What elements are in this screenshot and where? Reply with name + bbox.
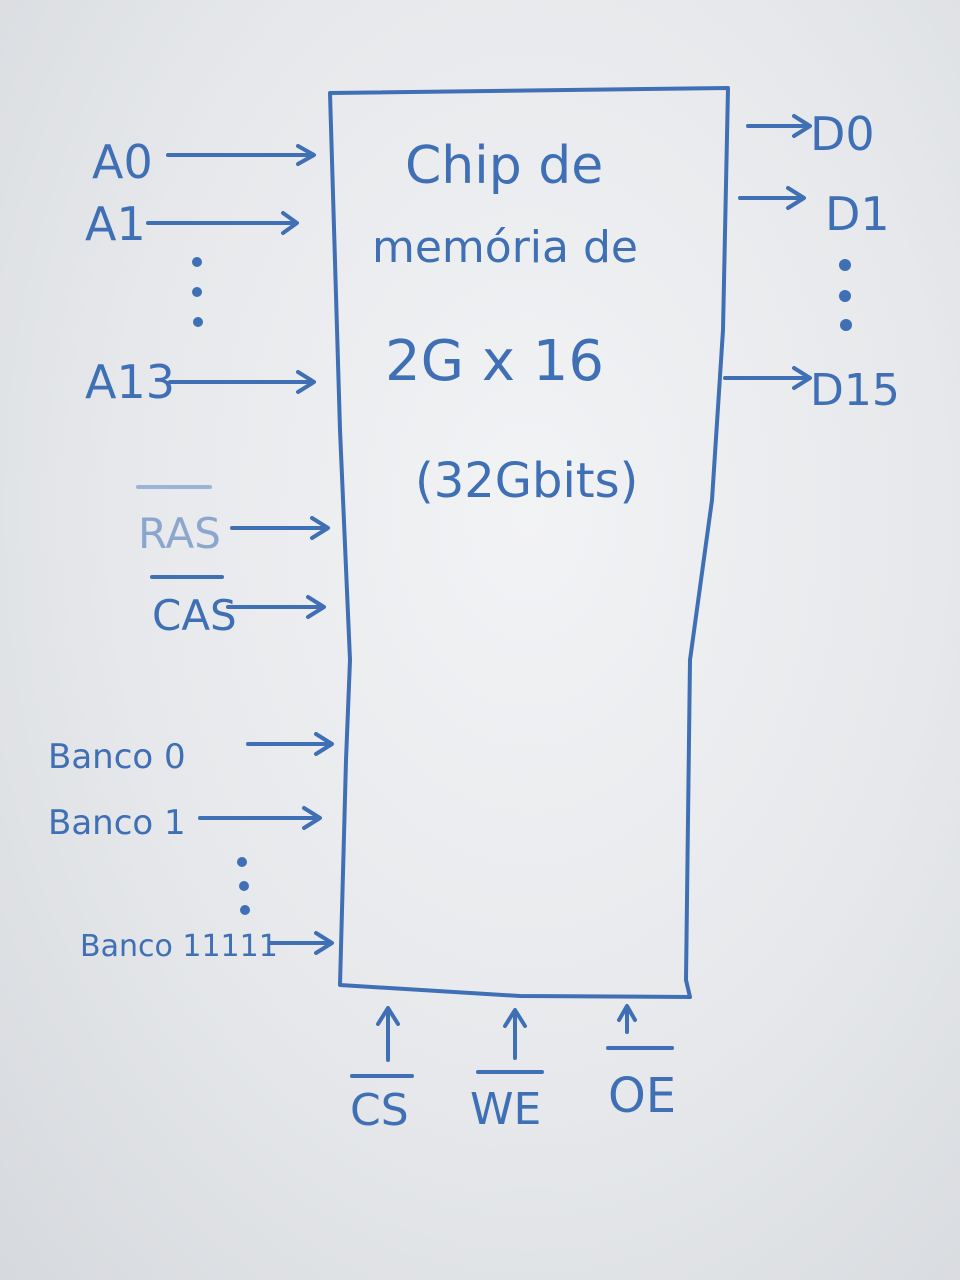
ellipsis-dot <box>240 905 250 915</box>
label-we: WE <box>470 1084 542 1135</box>
arrow-bank0 <box>248 734 332 754</box>
arrow-d0 <box>748 116 810 136</box>
ellipsis-dot <box>237 857 247 867</box>
label-d15: D15 <box>810 365 900 416</box>
ellipsis-dot <box>839 259 851 271</box>
chip-bits: (32Gbits) <box>415 453 639 509</box>
label-d1: D1 <box>825 187 890 241</box>
arrow-bank-last <box>270 933 332 953</box>
label-cas: CAS <box>152 591 237 640</box>
arrow-ras <box>232 518 328 538</box>
arrow-a13 <box>170 372 314 392</box>
arrow-cs <box>378 1008 398 1060</box>
label-oe: OE <box>608 1068 677 1124</box>
label-bank0: Banco 0 <box>48 737 186 777</box>
ellipsis-dot <box>239 881 249 891</box>
ellipsis-dot <box>193 317 203 327</box>
arrow-bank1 <box>200 808 320 828</box>
arrow-d15 <box>725 368 810 388</box>
label-a0: A0 <box>92 135 153 189</box>
arrow-cas <box>228 597 324 617</box>
ellipsis-dot <box>192 257 202 267</box>
label-bank-last: Banco 11111 <box>80 929 278 964</box>
label-ras: RAS <box>138 509 221 558</box>
ellipsis-dot <box>840 319 852 331</box>
arrow-we <box>505 1010 525 1058</box>
arrow-a0 <box>168 146 314 164</box>
label-a1: A1 <box>85 197 146 251</box>
label-bank1: Banco 1 <box>48 803 186 843</box>
label-cs: CS <box>350 1085 409 1136</box>
chip-capacity: 2G x 16 <box>385 329 605 394</box>
chip-title-line2: memória de <box>372 222 638 273</box>
arrow-d1 <box>740 188 804 208</box>
arrow-a1 <box>148 213 297 233</box>
arrow-oe <box>619 1006 635 1032</box>
label-a13: A13 <box>85 355 176 409</box>
ellipsis-dot <box>839 290 851 302</box>
ellipsis-dot <box>192 287 202 297</box>
label-d0: D0 <box>810 107 875 161</box>
chip-title-line1: Chip de <box>405 136 604 196</box>
